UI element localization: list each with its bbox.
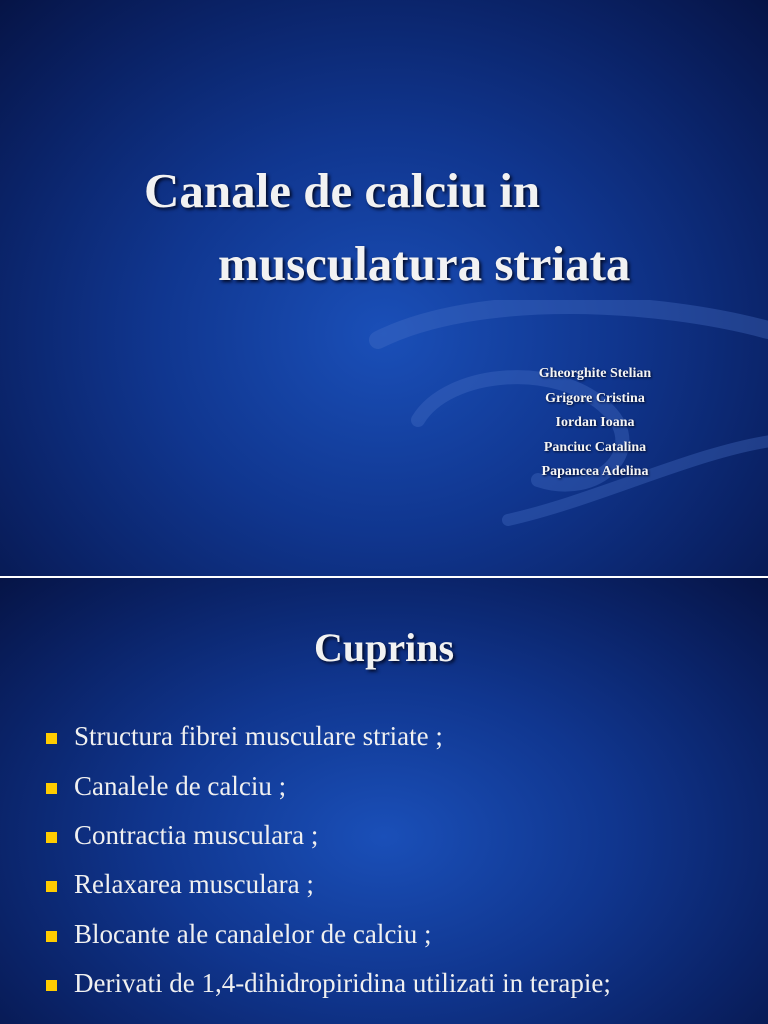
author-name: Grigore Cristina [545,390,645,406]
list-item [46,910,611,959]
list-item-text: Derivati de 1,4-dihidropiridina utilizati in terapie; [74,968,611,999]
list-item-text: Structura fibrei musculare striate ; [74,721,443,752]
list-item [46,959,611,1008]
contents-slide [0,578,768,1024]
author-list [470,362,720,485]
slide-title-line-2: musculatura striata [218,236,631,291]
list-item-text: Canalele de calciu ; [74,770,287,801]
square-bullet-icon [46,980,57,991]
square-bullet-icon [46,931,57,942]
author-name: Gheorghite Stelian [538,366,652,381]
list-item-text: Relaxarea musculara ; [74,869,314,900]
list-item [46,712,611,761]
square-bullet-icon [46,881,57,892]
list-item [46,860,611,909]
author-name: Panciuc Catalina [543,439,647,455]
list-item [46,761,611,810]
square-bullet-icon [46,832,57,843]
author-name: Papancea Adelina [541,464,649,479]
square-bullet-icon [46,733,57,744]
slide-title-line-1: Canale de calciu in [144,163,541,218]
list-item-text: Contractia musculara ; [74,819,319,850]
contents-list [46,712,611,1008]
contents-title: Cuprins [313,625,455,670]
square-bullet-icon [46,783,57,794]
list-item [46,811,611,860]
author-name: Iordan Ioana [555,415,635,430]
list-item-text: Blocante ale canalelor de calciu ; [74,918,432,949]
